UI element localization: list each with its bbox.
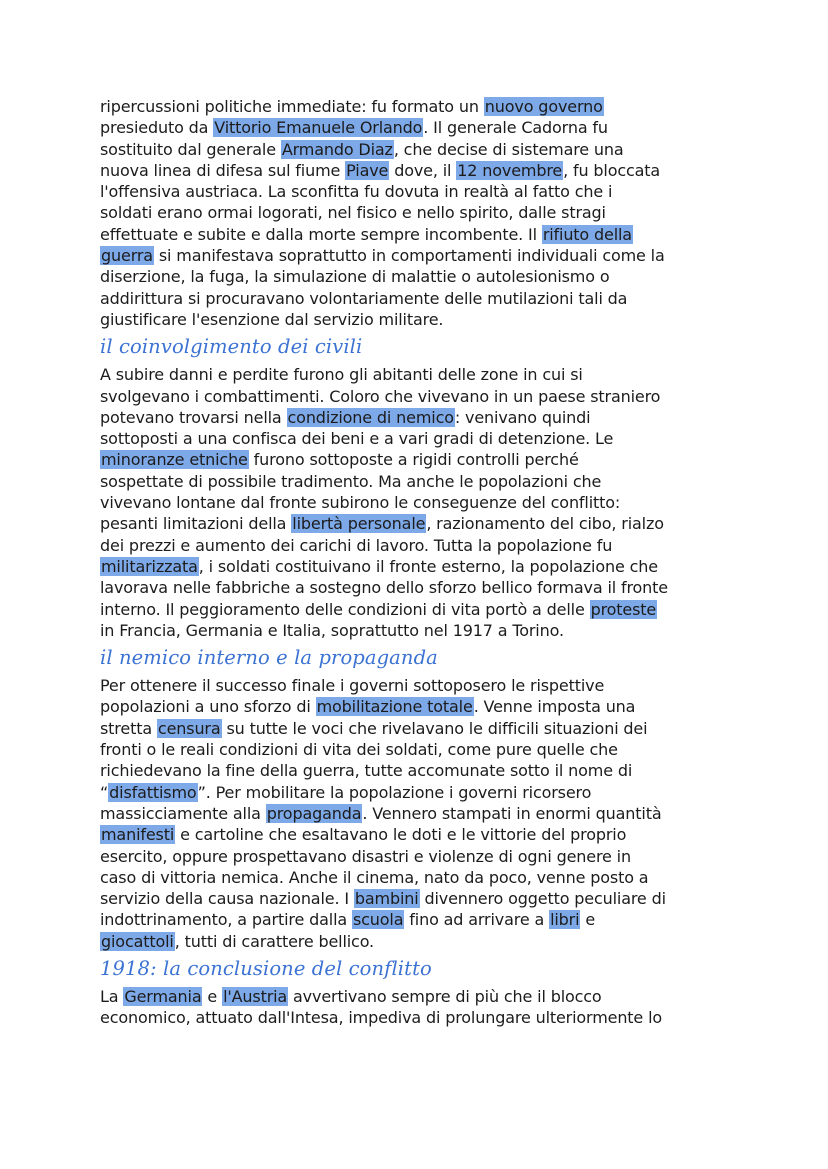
text-segment: economico, attuato dall'Intesa, impediva di prolungare ulteriormente lo	[100, 1008, 662, 1028]
text-segment: . Il generale Cadorna fu	[423, 118, 608, 138]
text-line	[100, 96, 740, 117]
text-segment: nuova linea di difesa sul fiume	[100, 160, 346, 180]
text-line	[100, 202, 740, 223]
text-segment: fronti o le reali condizioni di vita dei soldati, come pure quelle che	[100, 740, 618, 760]
text-line	[100, 449, 740, 470]
text-line	[100, 803, 740, 824]
text-segment: Per ottenere il successo finale i governi sottoposero le rispettive	[100, 676, 605, 696]
highlighted-term: rifiuto della	[542, 224, 632, 244]
paragraph	[100, 96, 740, 330]
text-segment: furono sottoposte a rigidi controlli perché	[248, 450, 579, 470]
highlighted-term: Armando Diaz	[281, 139, 393, 159]
text-line	[100, 846, 740, 867]
highlighted-term: giocattoli	[101, 931, 174, 951]
text-line	[100, 492, 740, 513]
text-line	[100, 909, 740, 930]
text-line	[100, 718, 740, 739]
text-line	[100, 386, 740, 407]
text-segment: indottrinamento, a partire dalla	[100, 910, 352, 930]
text-line	[100, 407, 740, 428]
text-line	[100, 139, 740, 160]
text-line	[100, 931, 740, 952]
highlighted-term: Germania	[124, 986, 202, 1006]
highlighted-term: mobilitazione totale	[316, 697, 473, 717]
text-segment: in Francia, Germania e Italia, soprattutto nel 1917 a Torino.	[100, 620, 564, 640]
text-segment: . Venne imposta una	[473, 697, 636, 717]
text-segment: , i soldati costituivano il fronte esterno, la popolazione che	[198, 556, 658, 576]
text-segment: fino ad arrivare a	[404, 910, 550, 930]
text-segment: A subire danni e perdite furono gli abitanti delle zone in cui si	[100, 365, 583, 385]
highlighted-term: propaganda	[266, 803, 362, 823]
text-segment: soldati erano ormai logorati, nel fisico e nello spirito, dalle stragi	[100, 203, 606, 223]
text-segment: , razionamento del cibo, rialzo	[426, 514, 664, 534]
text-line	[100, 824, 740, 845]
text-segment: . Vennero stampati in enormi quantità	[362, 803, 662, 823]
text-segment: giustificare l'esenzione dal servizio militare.	[100, 309, 444, 329]
highlighted-term: proteste	[590, 599, 657, 619]
text-line	[100, 760, 740, 781]
text-line	[100, 599, 740, 620]
text-segment: si manifestava soprattutto in comportamenti individuali come la	[153, 246, 665, 266]
highlighted-term: censura	[157, 718, 221, 738]
highlighted-term: l'Austria	[223, 986, 288, 1006]
text-segment: svolgevano i combattimenti. Coloro che vivevano in un paese straniero	[100, 386, 661, 406]
text-segment: divennero oggetto peculiare di	[419, 889, 666, 909]
text-segment: La	[100, 986, 124, 1006]
text-line	[100, 428, 740, 449]
text-segment: diserzione, la fuga, la simulazione di malattie o autolesionismo o	[100, 267, 610, 287]
text-segment: ”. Per mobilitare la popolazione i governi ricorsero	[197, 782, 592, 802]
text-segment: , che decise di sistemare una	[393, 139, 624, 159]
text-segment: sostituito dal generale	[100, 139, 281, 159]
highlighted-term: disfattismo	[109, 782, 197, 802]
paragraph	[100, 364, 740, 641]
text-segment: lavorava nelle fabbriche a sostegno dello sforzo bellico formava il fronte	[100, 578, 668, 598]
text-line	[100, 620, 740, 641]
text-line	[100, 288, 740, 309]
text-line	[100, 364, 740, 385]
highlighted-term: libri	[550, 910, 580, 930]
text-segment: e cartoline che esaltavano le doti e le vittorie del proprio	[175, 825, 627, 845]
text-line	[100, 224, 740, 245]
text-line	[100, 535, 740, 556]
text-segment: vivevano lontane dal fronte subirono le conseguenze del conflitto:	[100, 493, 621, 513]
text-segment: richiedevano la fine della guerra, tutte accomunate sotto il nome di	[100, 761, 633, 781]
text-line	[100, 556, 740, 577]
text-segment: presieduto da	[100, 118, 214, 138]
text-line	[100, 309, 740, 330]
text-line	[100, 471, 740, 492]
text-line	[100, 739, 740, 760]
text-line	[100, 675, 740, 696]
highlighted-term: Vittorio Emanuele Orlando	[214, 118, 423, 138]
text-line	[100, 782, 740, 803]
text-line	[100, 577, 740, 598]
text-line	[100, 181, 740, 202]
text-segment: addirittura si procuravano volontariamente delle mutilazioni tali da	[100, 288, 628, 308]
text-line	[100, 986, 740, 1007]
text-line	[100, 160, 740, 181]
highlighted-term: bambini	[354, 889, 419, 909]
highlighted-term: nuovo governo	[484, 97, 603, 116]
highlighted-term: militarizzata	[101, 556, 198, 576]
text-segment: avvertivano sempre di più che il blocco	[288, 986, 602, 1006]
text-segment: stretta	[100, 718, 157, 738]
document-page	[100, 96, 740, 1029]
highlighted-term: scuola	[352, 910, 404, 930]
text-line	[100, 513, 740, 534]
text-segment: sottoposti a una confisca dei beni e a vari gradi di detenzione. Le	[100, 429, 614, 449]
text-segment: effettuate e subite e dalla morte sempre incombente. Il	[100, 224, 542, 244]
text-segment: “	[100, 782, 109, 802]
text-segment: servizio della causa nazionale. I	[100, 889, 354, 909]
text-segment: l'offensiva austriaca. La sconfitta fu dovuta in realtà al fatto che i	[100, 182, 613, 202]
text-segment: su tutte le voci che rivelavano le difficili situazioni dei	[221, 718, 648, 738]
text-segment: , tutti di carattere bellico.	[174, 931, 374, 951]
text-segment: e	[580, 910, 596, 930]
highlighted-term: manifesti	[101, 825, 175, 845]
highlighted-term: condizione di nemico	[287, 407, 454, 427]
text-segment: sospettate di possibile tradimento. Ma anche le popolazioni che	[100, 471, 602, 491]
text-segment: , fu bloccata	[563, 160, 661, 180]
highlighted-term: Piave	[346, 160, 389, 180]
text-segment: caso di vittoria nemica. Anche il cinema, nato da poco, venne posto a	[100, 867, 649, 887]
text-segment: interno. Il peggioramento delle condizioni di vita portò a delle	[100, 599, 590, 619]
text-line	[100, 266, 740, 287]
highlighted-term: 12 novembre	[457, 160, 563, 180]
text-line	[100, 1007, 740, 1028]
text-segment: pesanti limitazioni della	[100, 514, 292, 534]
text-segment: e	[202, 986, 223, 1006]
text-segment: popolazioni a uno sforzo di	[100, 697, 316, 717]
text-segment: dove, il	[389, 160, 457, 180]
text-line	[100, 245, 740, 266]
text-segment: : venivano quindi	[454, 407, 591, 427]
paragraph	[100, 986, 740, 1029]
text-segment: ripercussioni politiche immediate: fu formato un	[100, 97, 484, 116]
text-segment: massicciamente alla	[100, 803, 266, 823]
text-line	[100, 117, 740, 138]
highlighted-term: libertà personale	[292, 514, 426, 534]
section-heading: il nemico interno e la propaganda	[100, 646, 438, 670]
text-line	[100, 696, 740, 717]
text-segment: esercito, oppure prospettavano disastri e violenze di ogni genere in	[100, 846, 631, 866]
text-segment: dei prezzi e aumento dei carichi di lavoro. Tutta la popolazione fu	[100, 535, 613, 555]
highlighted-term: minoranze etniche	[101, 450, 248, 470]
text-segment: potevano trovarsi nella	[100, 407, 287, 427]
highlighted-term: guerra	[101, 246, 153, 266]
text-line	[100, 888, 740, 909]
paragraph	[100, 675, 740, 952]
text-line	[100, 867, 740, 888]
section-heading: 1918: la conclusione del conflitto	[100, 956, 432, 980]
section-heading: il coinvolgimento dei civili	[100, 335, 363, 359]
